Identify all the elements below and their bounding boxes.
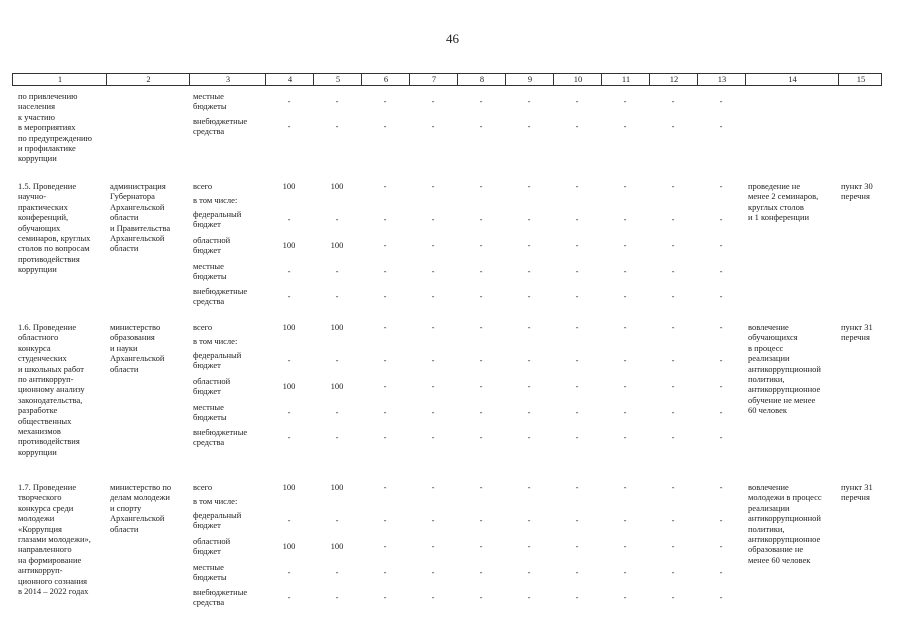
value-col-12: - <box>671 121 675 131</box>
value-col-9: - <box>527 96 531 106</box>
value-col-9: - <box>527 482 531 492</box>
funding-source: областной бюджет <box>193 235 231 256</box>
value-col-5: - <box>335 355 339 365</box>
value-col-10: - <box>575 181 579 191</box>
value-col-7: - <box>431 567 435 577</box>
value-col-8: - <box>479 541 483 551</box>
value-col-7: - <box>431 291 435 301</box>
value-col-5: 100 <box>330 541 344 551</box>
value-col-6: - <box>383 291 387 301</box>
value-col-13: - <box>719 567 723 577</box>
value-col-11: - <box>623 322 627 332</box>
value-col-12: - <box>671 291 675 301</box>
funding-source: всего <box>193 322 213 332</box>
value-col-7: - <box>431 240 435 250</box>
value-col-10: - <box>575 266 579 276</box>
value-col-13: - <box>719 214 723 224</box>
value-col-12: - <box>671 322 675 332</box>
value-col-4: 100 <box>282 482 296 492</box>
value-col-4: - <box>287 214 291 224</box>
value-col-4: - <box>287 121 291 131</box>
expected-result: проведение не менее 2 семинаров, круглых столов и 1 конференции <box>748 181 819 223</box>
funding-source: в том числе: <box>193 496 238 506</box>
value-col-5: 100 <box>330 240 344 250</box>
value-col-4: - <box>287 96 291 106</box>
value-col-12: - <box>671 592 675 602</box>
header-col-14: 14 <box>745 74 839 85</box>
value-col-12: - <box>671 482 675 492</box>
value-col-10: - <box>575 432 579 442</box>
value-col-13: - <box>719 322 723 332</box>
value-col-5: - <box>335 432 339 442</box>
funding-source: внебюджетные средства <box>193 587 248 608</box>
value-col-13: - <box>719 121 723 131</box>
value-col-11: - <box>623 355 627 365</box>
value-col-8: - <box>479 432 483 442</box>
value-col-6: - <box>383 322 387 332</box>
value-col-7: - <box>431 592 435 602</box>
value-col-5: 100 <box>330 322 344 332</box>
value-col-7: - <box>431 322 435 332</box>
value-col-4: 100 <box>282 240 296 250</box>
value-col-11: - <box>623 541 627 551</box>
funding-source: областной бюджет <box>193 536 231 557</box>
value-col-5: - <box>335 96 339 106</box>
value-col-4: - <box>287 432 291 442</box>
value-col-8: - <box>479 407 483 417</box>
executor-name: министерство образования и науки Архангельской области <box>110 322 165 374</box>
value-col-6: - <box>383 482 387 492</box>
header-col-15: 15 <box>838 74 883 85</box>
value-col-9: - <box>527 181 531 191</box>
value-col-4: - <box>287 407 291 417</box>
value-col-13: - <box>719 181 723 191</box>
value-col-11: - <box>623 381 627 391</box>
value-col-11: - <box>623 240 627 250</box>
header-col-13: 13 <box>697 74 746 85</box>
value-col-6: - <box>383 240 387 250</box>
value-col-10: - <box>575 541 579 551</box>
value-col-7: - <box>431 121 435 131</box>
value-col-6: - <box>383 355 387 365</box>
value-col-10: - <box>575 407 579 417</box>
header-col-1: 1 <box>57 74 63 84</box>
value-col-6: - <box>383 121 387 131</box>
value-col-5: 100 <box>330 381 344 391</box>
value-col-13: - <box>719 291 723 301</box>
value-col-13: - <box>719 266 723 276</box>
value-col-9: - <box>527 592 531 602</box>
value-col-6: - <box>383 407 387 417</box>
value-col-5: - <box>335 121 339 131</box>
value-col-10: - <box>575 567 579 577</box>
value-col-8: - <box>479 567 483 577</box>
value-col-13: - <box>719 96 723 106</box>
value-col-5: - <box>335 407 339 417</box>
funding-source: внебюджетные средства <box>193 116 248 137</box>
value-col-7: - <box>431 96 435 106</box>
value-col-12: - <box>671 214 675 224</box>
value-col-12: - <box>671 407 675 417</box>
value-col-11: - <box>623 567 627 577</box>
value-col-11: - <box>623 407 627 417</box>
value-col-5: - <box>335 567 339 577</box>
value-col-13: - <box>719 482 723 492</box>
expected-result: вовлечение обучающихся в процесс реализации антикоррупционной политики, антикоррупционное обучение не менее 60 человек <box>748 322 821 416</box>
value-col-7: - <box>431 541 435 551</box>
value-col-9: - <box>527 266 531 276</box>
value-col-5: - <box>335 291 339 301</box>
value-col-8: - <box>479 240 483 250</box>
value-col-6: - <box>383 432 387 442</box>
value-col-11: - <box>623 515 627 525</box>
header-col-7: 7 <box>409 74 458 85</box>
value-col-10: - <box>575 291 579 301</box>
value-col-8: - <box>479 266 483 276</box>
value-col-9: - <box>527 121 531 131</box>
funding-source: федеральный бюджет <box>193 510 242 531</box>
funding-source: внебюджетные средства <box>193 286 248 307</box>
value-col-9: - <box>527 381 531 391</box>
value-col-13: - <box>719 240 723 250</box>
header-col-6: 6 <box>361 74 410 85</box>
value-col-6: - <box>383 96 387 106</box>
value-col-13: - <box>719 515 723 525</box>
value-col-5: - <box>335 515 339 525</box>
expected-result: вовлечение молодежи в процесс реализации антикоррупционной политики, антикоррупционное образование не менее 60 человек <box>748 482 822 565</box>
value-col-11: - <box>623 214 627 224</box>
measure-name: 1.7. Проведение творческого конкурса среди молодежи «Коррупция глазами молодежи», направленного на формирование антикорруп- ционного сознания в 2014 – 2022 годах <box>18 482 91 597</box>
value-col-7: - <box>431 355 435 365</box>
value-col-11: - <box>623 482 627 492</box>
executor-name: администрация Губернатора Архангельской области и Правительства Архангельской области <box>110 181 171 254</box>
value-col-7: - <box>431 266 435 276</box>
funding-source: местные бюджеты <box>193 402 227 423</box>
measure-name: по привлечению населения к участию в мероприятиях по предупреждению и профилактике коррупции <box>18 91 92 164</box>
funding-source: федеральный бюджет <box>193 209 242 230</box>
value-col-9: - <box>527 432 531 442</box>
value-col-8: - <box>479 592 483 602</box>
funding-source: всего <box>193 482 213 492</box>
value-col-6: - <box>383 592 387 602</box>
value-col-12: - <box>671 515 675 525</box>
value-col-4: - <box>287 266 291 276</box>
value-col-7: - <box>431 214 435 224</box>
value-col-8: - <box>479 181 483 191</box>
value-col-12: - <box>671 240 675 250</box>
page-number: 46 <box>446 31 459 46</box>
value-col-11: - <box>623 592 627 602</box>
value-col-9: - <box>527 355 531 365</box>
header-col-5: 5 <box>313 74 362 85</box>
value-col-11: - <box>623 266 627 276</box>
value-col-4: - <box>287 291 291 301</box>
value-col-12: - <box>671 432 675 442</box>
value-col-12: - <box>671 381 675 391</box>
header-col-8: 8 <box>457 74 506 85</box>
funding-source: областной бюджет <box>193 376 231 397</box>
value-col-12: - <box>671 541 675 551</box>
value-col-6: - <box>383 381 387 391</box>
value-col-13: - <box>719 407 723 417</box>
value-col-10: - <box>575 121 579 131</box>
list-reference: пункт 31 перечня <box>841 482 873 503</box>
header-col-3: 3 <box>189 74 266 85</box>
value-col-9: - <box>527 322 531 332</box>
value-col-11: - <box>623 291 627 301</box>
value-col-10: - <box>575 96 579 106</box>
value-col-8: - <box>479 482 483 492</box>
value-col-13: - <box>719 381 723 391</box>
header-col-12: 12 <box>649 74 698 85</box>
value-col-9: - <box>527 515 531 525</box>
value-col-9: - <box>527 407 531 417</box>
list-reference: пункт 31 перечня <box>841 322 873 343</box>
value-col-10: - <box>575 381 579 391</box>
executor-name: министерство по делам молодежи и спорту Архангельской области <box>110 482 172 534</box>
value-col-5: - <box>335 214 339 224</box>
value-col-12: - <box>671 567 675 577</box>
value-col-8: - <box>479 214 483 224</box>
value-col-8: - <box>479 121 483 131</box>
value-col-8: - <box>479 355 483 365</box>
value-col-10: - <box>575 214 579 224</box>
value-col-10: - <box>575 240 579 250</box>
value-col-8: - <box>479 381 483 391</box>
value-col-4: 100 <box>282 181 296 191</box>
value-col-11: - <box>623 432 627 442</box>
funding-source: местные бюджеты <box>193 91 227 112</box>
value-col-4: 100 <box>282 381 296 391</box>
value-col-4: 100 <box>282 541 296 551</box>
value-col-9: - <box>527 567 531 577</box>
value-col-4: - <box>287 355 291 365</box>
value-col-6: - <box>383 181 387 191</box>
value-col-7: - <box>431 432 435 442</box>
value-col-6: - <box>383 266 387 276</box>
value-col-9: - <box>527 541 531 551</box>
value-col-8: - <box>479 291 483 301</box>
value-col-5: - <box>335 266 339 276</box>
measure-name: 1.5. Проведение научно- практических конференций, обучающих семинаров, круглых столов по вопросам противодействия коррупции <box>18 181 91 275</box>
value-col-10: - <box>575 322 579 332</box>
value-col-6: - <box>383 515 387 525</box>
funding-source: внебюджетные средства <box>193 427 248 448</box>
value-col-6: - <box>383 214 387 224</box>
value-col-10: - <box>575 355 579 365</box>
header-col-4: 4 <box>265 74 314 85</box>
list-reference: пункт 30 перечня <box>841 181 873 202</box>
value-col-6: - <box>383 541 387 551</box>
funding-source: всего <box>193 181 213 191</box>
value-col-8: - <box>479 322 483 332</box>
funding-source: местные бюджеты <box>193 562 227 583</box>
value-col-13: - <box>719 432 723 442</box>
value-col-11: - <box>623 96 627 106</box>
funding-source: в том числе: <box>193 195 238 205</box>
value-col-12: - <box>671 181 675 191</box>
measure-name: 1.6. Проведение областного конкурса студенческих и школьных работ по антикорруп- ционному анализу законодательства, разработке общественных механизмов противодействия коррупции <box>18 322 85 457</box>
value-col-5: - <box>335 592 339 602</box>
value-col-9: - <box>527 291 531 301</box>
value-col-7: - <box>431 482 435 492</box>
value-col-10: - <box>575 592 579 602</box>
funding-source: в том числе: <box>193 336 238 346</box>
value-col-5: 100 <box>330 482 344 492</box>
value-col-9: - <box>527 240 531 250</box>
value-col-12: - <box>671 355 675 365</box>
value-col-4: - <box>287 567 291 577</box>
value-col-7: - <box>431 381 435 391</box>
value-col-10: - <box>575 515 579 525</box>
funding-source: федеральный бюджет <box>193 350 242 371</box>
value-col-13: - <box>719 355 723 365</box>
value-col-4: 100 <box>282 322 296 332</box>
value-col-6: - <box>383 567 387 577</box>
value-col-11: - <box>623 121 627 131</box>
header-col-10: 10 <box>553 74 602 85</box>
value-col-11: - <box>623 181 627 191</box>
value-col-12: - <box>671 96 675 106</box>
value-col-9: - <box>527 214 531 224</box>
header-col-11: 11 <box>601 74 650 85</box>
value-col-7: - <box>431 515 435 525</box>
value-col-5: 100 <box>330 181 344 191</box>
value-col-7: - <box>431 181 435 191</box>
funding-source: местные бюджеты <box>193 261 227 282</box>
value-col-12: - <box>671 266 675 276</box>
value-col-8: - <box>479 515 483 525</box>
table-header <box>12 73 882 86</box>
value-col-8: - <box>479 96 483 106</box>
value-col-13: - <box>719 592 723 602</box>
header-col-9: 9 <box>505 74 554 85</box>
value-col-13: - <box>719 541 723 551</box>
value-col-10: - <box>575 482 579 492</box>
value-col-4: - <box>287 592 291 602</box>
value-col-4: - <box>287 515 291 525</box>
header-col-2: 2 <box>106 74 190 85</box>
value-col-7: - <box>431 407 435 417</box>
